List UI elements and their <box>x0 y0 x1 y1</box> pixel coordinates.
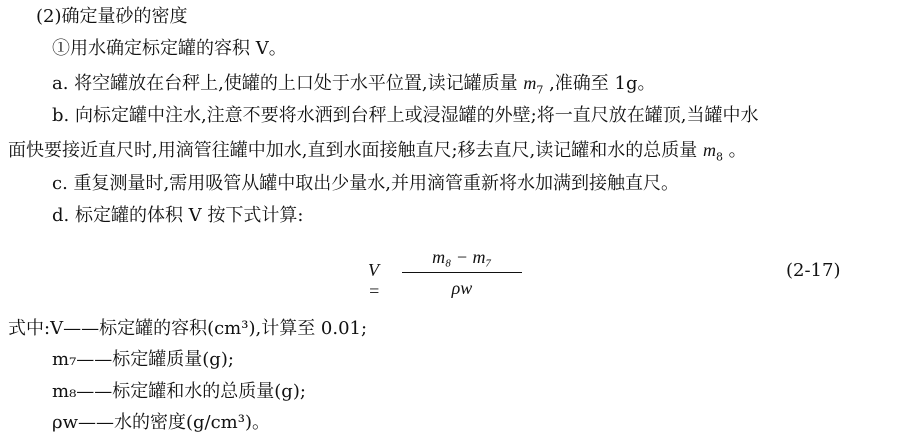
where-line-v: 式中:V——标定罐的容积(cm³),计算至 0.01; <box>8 318 368 339</box>
equation-number: (2-17) <box>786 260 841 281</box>
item-b-sub: 8 <box>715 150 723 164</box>
item-c: c. 重复测量时,需用吸管从罐中取出少量水,并用滴管重新将水加满到接触直尺。 <box>52 173 679 194</box>
fraction-bar <box>402 272 522 273</box>
item-b-var: m <box>702 140 716 160</box>
where-line-rho: ρw——水的密度(g/cm³)。 <box>52 412 270 433</box>
item-a <box>52 70 655 104</box>
formula-lhs: V = <box>368 260 381 301</box>
where-line-m8: m₈——标定罐和水的总质量(g); <box>52 381 306 402</box>
formula-fraction <box>402 244 522 301</box>
item-b-text-1: 面快要接近直尺时,用滴管往罐中加水,直到水面接触直尺;移去直尺,读记罐和水的总质量 <box>8 140 703 161</box>
section-heading: (2)确定量砂的密度 <box>36 6 188 27</box>
item-a-text-2: ,准确至 1g。 <box>543 73 656 94</box>
formula-denominator: ρw <box>451 278 473 298</box>
item-b-line-2 <box>8 137 747 171</box>
item-b-text-2: 。 <box>722 140 747 161</box>
where-line-m7: m₇——标定罐质量(g); <box>52 349 234 370</box>
item-b-line-1: b. 向标定罐中注水,注意不要将水洒到台秤上或浸湿罐的外壁;将一直尺放在罐顶,当罐中水 <box>52 105 759 126</box>
item-a-sub: 7 <box>536 83 544 97</box>
step-1-text: ①用水确定标定罐的容积 V。 <box>52 38 287 59</box>
item-a-text-1: a. 将空罐放在台秤上,使罐的上口处于水平位置,读记罐质量 <box>52 73 524 94</box>
formula-numerator: m₈ − m₇ <box>432 247 492 267</box>
item-d: d. 标定罐的体积 V 按下式计算: <box>52 205 304 226</box>
item-a-var: m <box>523 73 537 93</box>
